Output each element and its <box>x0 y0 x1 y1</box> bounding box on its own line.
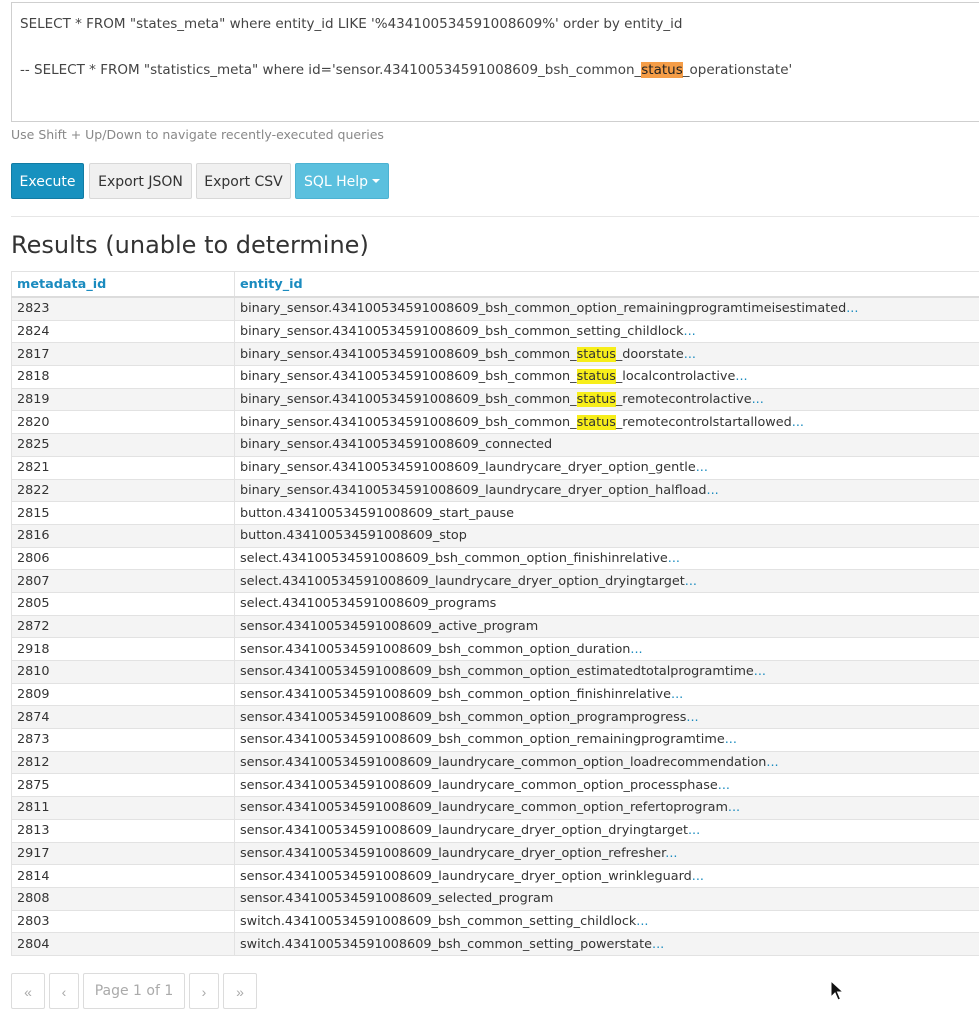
cell-entity-id <box>235 615 979 638</box>
cell-entity-id <box>235 411 979 434</box>
cell-metadata-id: 2822 <box>12 479 235 502</box>
entity-id-text: binary_sensor.434100534591008609_bsh_common_ <box>240 369 577 385</box>
cell-entity-id <box>235 933 979 956</box>
cell-entity-id <box>235 434 979 457</box>
entity-id-text: sensor.434100534591008609_laundrycare_dryer_option_dryingtarget <box>240 823 688 839</box>
entity-id-text: binary_sensor.434100534591008609_bsh_common_option_remainingprogramtimeisestimated <box>240 301 847 317</box>
table-row <box>12 320 979 343</box>
cell-entity-id <box>235 479 979 502</box>
cell-metadata-id: 2872 <box>12 615 235 638</box>
cell-metadata-id: 2806 <box>12 547 235 570</box>
previous-page-button[interactable]: ‹ <box>49 973 79 1009</box>
table-row <box>12 933 979 956</box>
results-body <box>12 297 979 955</box>
entity-id-suffix: _localcontrolactive <box>615 369 736 385</box>
cell-entity-id <box>235 570 979 593</box>
entity-id-text: sensor.434100534591008609_bsh_common_option_estimatedtotalprogramtime <box>240 664 754 680</box>
expand-ellipsis-link[interactable]: ... <box>630 641 643 657</box>
column-header-metadata-id[interactable]: metadata_id <box>12 272 235 298</box>
execute-button[interactable]: Execute <box>11 163 84 199</box>
expand-ellipsis-link[interactable]: ... <box>671 687 684 703</box>
cell-metadata-id: 2819 <box>12 388 235 411</box>
cell-metadata-id: 2803 <box>12 910 235 933</box>
expand-ellipsis-link[interactable]: ... <box>727 800 741 816</box>
cell-metadata-id: 2809 <box>12 683 235 706</box>
last-page-button[interactable]: » <box>223 973 257 1009</box>
entity-id-text: binary_sensor.434100534591008609_bsh_common_ <box>240 414 577 430</box>
table-row <box>12 751 979 774</box>
entity-id-text: sensor.434100534591008609_bsh_common_option_programprogress <box>240 709 687 725</box>
entity-id-suffix: _doorstate <box>615 346 684 362</box>
query-line-1: SELECT * FROM "states_meta" where entity_id LIKE '%434100534591008609%' order by entity_id <box>20 16 683 32</box>
table-row <box>12 479 979 502</box>
cell-metadata-id: 2820 <box>12 411 235 434</box>
cell-metadata-id: 2824 <box>12 320 235 343</box>
cell-metadata-id: 2918 <box>12 638 235 661</box>
expand-ellipsis-link[interactable]: ... <box>652 936 665 952</box>
query-line-blank <box>20 36 979 59</box>
cell-entity-id <box>235 502 979 525</box>
expand-ellipsis-link[interactable]: ... <box>751 392 764 408</box>
cell-entity-id <box>235 842 979 865</box>
expand-ellipsis-link[interactable]: ... <box>684 573 697 589</box>
cell-metadata-id: 2815 <box>12 502 235 525</box>
export-json-button[interactable]: Export JSON <box>89 163 192 199</box>
divider <box>11 216 979 217</box>
table-row <box>12 706 979 729</box>
search-match-highlight: status <box>576 369 616 385</box>
cell-metadata-id: 2808 <box>12 887 235 910</box>
cell-entity-id <box>235 661 979 684</box>
table-row <box>12 297 979 320</box>
search-match-highlight: status <box>576 346 616 362</box>
expand-ellipsis-link[interactable]: ... <box>665 845 678 861</box>
expand-ellipsis-link[interactable]: ... <box>687 823 701 839</box>
table-row <box>12 774 979 797</box>
expand-ellipsis-link[interactable]: ... <box>706 482 719 498</box>
expand-ellipsis-link[interactable]: ... <box>667 550 680 566</box>
table-row <box>12 366 979 389</box>
cell-entity-id <box>235 320 979 343</box>
cell-entity-id <box>235 797 979 820</box>
entity-id-text: button.434100534591008609_start_pause <box>240 505 515 521</box>
table-row <box>12 456 979 479</box>
table-row <box>12 910 979 933</box>
table-row <box>12 502 979 525</box>
cell-entity-id <box>235 683 979 706</box>
sql-query-editor[interactable] <box>11 2 979 122</box>
table-row <box>12 661 979 684</box>
expand-ellipsis-link[interactable]: ... <box>735 369 748 385</box>
cell-metadata-id: 2818 <box>12 366 235 389</box>
cell-metadata-id: 2817 <box>12 343 235 366</box>
table-row <box>12 388 979 411</box>
entity-id-text: switch.434100534591008609_bsh_common_setting_powerstate <box>240 936 653 952</box>
mouse-pointer-icon <box>830 980 844 1002</box>
entity-id-text: binary_sensor.434100534591008609_laundrycare_dryer_option_gentle <box>240 460 696 476</box>
cell-entity-id <box>235 388 979 411</box>
entity-id-text: select.434100534591008609_bsh_common_option_finishinrelative <box>240 550 668 566</box>
table-row <box>12 729 979 752</box>
query-search-match: status <box>641 62 683 78</box>
search-match-highlight: status <box>576 392 616 408</box>
table-row <box>12 865 979 888</box>
entity-id-suffix: _remotecontrolstartallowed <box>615 414 792 430</box>
expand-ellipsis-link[interactable]: ... <box>691 868 704 884</box>
entity-id-text: sensor.434100534591008609_laundrycare_common_option_processphase <box>240 777 718 793</box>
entity-id-text: switch.434100534591008609_bsh_common_setting_childlock <box>240 913 637 929</box>
table-row <box>12 842 979 865</box>
caret-down-icon <box>372 179 380 183</box>
cell-metadata-id: 2821 <box>12 456 235 479</box>
entity-id-text: sensor.434100534591008609_selected_program <box>240 891 554 907</box>
results-header-row <box>12 272 979 298</box>
expand-ellipsis-link[interactable]: ... <box>791 414 804 430</box>
table-row <box>12 819 979 842</box>
cell-metadata-id: 2816 <box>12 524 235 547</box>
cell-metadata-id: 2823 <box>12 297 235 320</box>
cell-metadata-id: 2825 <box>12 434 235 457</box>
entity-id-text: binary_sensor.434100534591008609_connected <box>240 437 553 453</box>
expand-ellipsis-link[interactable]: ... <box>636 913 649 929</box>
cell-metadata-id: 2813 <box>12 819 235 842</box>
cell-entity-id <box>235 729 979 752</box>
next-page-button[interactable]: › <box>189 973 219 1009</box>
table-row <box>12 592 979 615</box>
query-line-2-end: _operationstate' <box>682 62 793 78</box>
expand-ellipsis-link[interactable]: ... <box>683 346 696 362</box>
entity-id-suffix: _remotecontrolactive <box>615 392 752 408</box>
entity-id-text: binary_sensor.434100534591008609_bsh_common_ <box>240 392 577 408</box>
table-row <box>12 411 979 434</box>
table-row <box>12 343 979 366</box>
table-row <box>12 434 979 457</box>
table-row <box>12 524 979 547</box>
entity-id-text: sensor.434100534591008609_bsh_common_option_remainingprogramtime <box>240 732 725 748</box>
cell-entity-id <box>235 297 979 320</box>
expand-ellipsis-link[interactable]: ... <box>695 460 708 476</box>
entity-id-text: binary_sensor.434100534591008609_bsh_common_setting_childlock <box>240 324 684 340</box>
results-table <box>11 271 979 956</box>
cell-entity-id <box>235 751 979 774</box>
table-row <box>12 683 979 706</box>
entity-id-text: sensor.434100534591008609_bsh_common_option_finishinrelative <box>240 687 671 703</box>
cell-metadata-id: 2917 <box>12 842 235 865</box>
table-row <box>12 887 979 910</box>
entity-id-text: sensor.434100534591008609_bsh_common_option_duration <box>240 641 631 657</box>
cell-metadata-id: 2812 <box>12 751 235 774</box>
entity-id-text: binary_sensor.434100534591008609_bsh_common_ <box>240 346 577 362</box>
expand-ellipsis-link[interactable]: ... <box>724 732 737 748</box>
entity-id-text: sensor.434100534591008609_laundrycare_dryer_option_wrinkleguard <box>240 868 692 884</box>
table-row <box>12 570 979 593</box>
entity-id-text: sensor.434100534591008609_laundrycare_common_option_refertoprogram <box>240 800 728 816</box>
first-page-button[interactable]: « <box>11 973 45 1009</box>
expand-ellipsis-link[interactable]: ... <box>683 324 696 340</box>
results-title: Results (unable to determine) <box>11 231 369 259</box>
export-csv-button[interactable]: Export CSV <box>196 163 291 199</box>
query-line-2-start: -- SELECT * FROM "statistics_meta" where id='sensor.434100534591008609_bsh_common_ <box>20 62 642 78</box>
cell-metadata-id: 2811 <box>12 797 235 820</box>
cell-metadata-id: 2804 <box>12 933 235 956</box>
expand-ellipsis-link[interactable]: ... <box>753 664 766 680</box>
expand-ellipsis-link[interactable]: ... <box>846 301 859 317</box>
cell-entity-id <box>235 592 979 615</box>
cell-metadata-id: 2874 <box>12 706 235 729</box>
entity-id-text: button.434100534591008609_stop <box>240 528 467 544</box>
table-row <box>12 638 979 661</box>
cell-entity-id <box>235 343 979 366</box>
cell-entity-id <box>235 547 979 570</box>
cell-entity-id <box>235 706 979 729</box>
table-row <box>12 615 979 638</box>
sql-help-label: SQL Help <box>303 174 369 190</box>
query-history-hint: Use Shift + Up/Down to navigate recently-executed queries <box>11 127 384 142</box>
cell-entity-id <box>235 865 979 888</box>
entity-id-text: sensor.434100534591008609_laundrycare_dryer_option_refresher <box>240 845 666 861</box>
table-row <box>12 547 979 570</box>
cell-entity-id <box>235 456 979 479</box>
column-header-entity-id[interactable]: entity_id <box>235 272 979 298</box>
sql-help-dropdown-button[interactable] <box>295 163 389 199</box>
cell-metadata-id: 2873 <box>12 729 235 752</box>
cell-metadata-id: 2875 <box>12 774 235 797</box>
cell-metadata-id: 2807 <box>12 570 235 593</box>
expand-ellipsis-link[interactable]: ... <box>686 709 699 725</box>
entity-id-text: select.434100534591008609_programs <box>240 596 497 612</box>
cell-entity-id <box>235 774 979 797</box>
entity-id-text: sensor.434100534591008609_active_program <box>240 618 539 634</box>
cell-metadata-id: 2805 <box>12 592 235 615</box>
expand-ellipsis-link[interactable]: ... <box>717 777 730 793</box>
cell-entity-id <box>235 819 979 842</box>
cell-metadata-id: 2814 <box>12 865 235 888</box>
cell-entity-id <box>235 910 979 933</box>
cell-entity-id <box>235 887 979 910</box>
table-row <box>12 797 979 820</box>
entity-id-text: binary_sensor.434100534591008609_laundrycare_dryer_option_halfload <box>240 482 707 498</box>
page-indicator: Page 1 of 1 <box>83 973 185 1009</box>
cell-metadata-id: 2810 <box>12 661 235 684</box>
entity-id-text: select.434100534591008609_laundrycare_dryer_option_dryingtarget <box>240 573 685 589</box>
expand-ellipsis-link[interactable]: ... <box>766 755 779 771</box>
cell-entity-id <box>235 524 979 547</box>
entity-id-text: sensor.434100534591008609_laundrycare_common_option_loadrecommendation <box>240 755 767 771</box>
cell-entity-id <box>235 366 979 389</box>
query-line-2 <box>20 59 979 82</box>
cell-entity-id <box>235 638 979 661</box>
search-match-highlight: status <box>576 414 616 430</box>
